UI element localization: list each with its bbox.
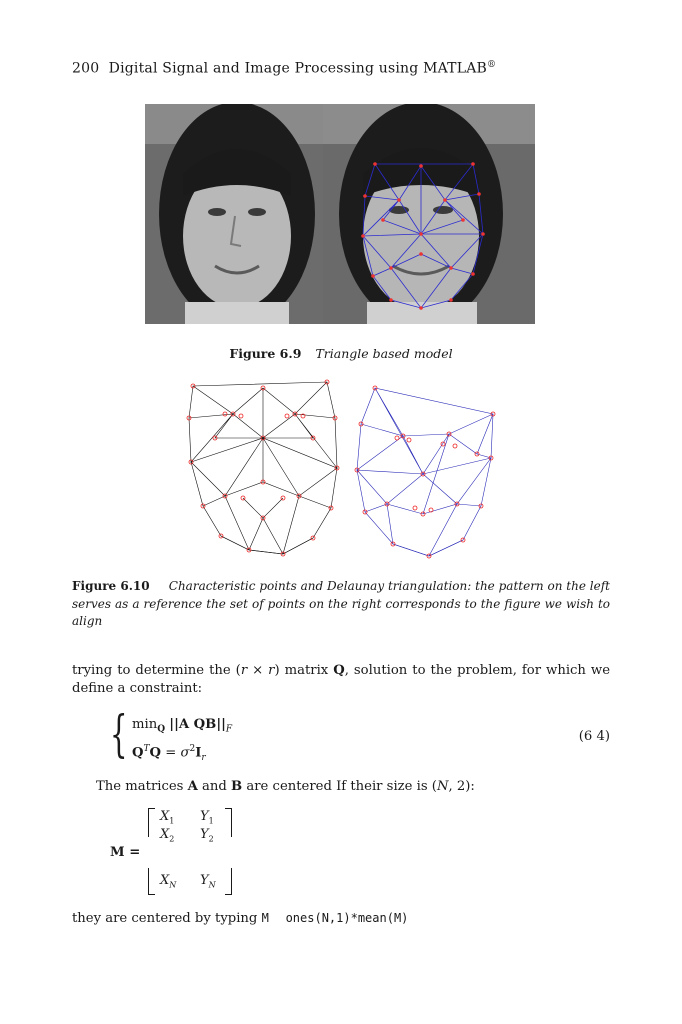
equation-number: (6 4) xyxy=(578,729,610,744)
paragraph-3 xyxy=(72,909,408,928)
eq-q2: Q xyxy=(149,745,162,761)
equation-6-4 xyxy=(110,705,610,766)
matrix-cell: $X_N$ xyxy=(160,873,177,890)
reference-mesh xyxy=(189,382,337,554)
left-face-photo xyxy=(145,104,323,324)
equation-line-1 xyxy=(132,716,232,739)
eq-transpose: T xyxy=(143,744,150,754)
p1-text: trying to determine the ( xyxy=(72,663,241,678)
eq-norm: ||A QB|| xyxy=(169,717,226,732)
p3-text: they are centered by typing xyxy=(72,911,262,926)
matrix-cell: $X_2$ xyxy=(160,827,175,844)
running-header xyxy=(72,60,496,77)
eq-identity-sub: r xyxy=(201,753,206,764)
delaunay-meshes xyxy=(185,378,505,562)
p1-var-r2: r xyxy=(268,663,275,678)
p2-text-2: are centered If their size is ( xyxy=(242,779,437,794)
matrix-cell: $Y_1$ xyxy=(200,809,214,826)
right-face-photo xyxy=(323,104,535,324)
p1-text-mid: ) matrix xyxy=(274,663,334,678)
figure-6-10-text: Characteristic points and Delaunay triangulation: the pattern on the left serves as a reference the set of points on the right corresponds to the figure we wish to align xyxy=(72,579,610,628)
figure-6-9-text: Triangle based model xyxy=(315,346,453,361)
p1-matrix-q: Q xyxy=(333,663,345,678)
book-title: Digital Signal and Image Processing using MATLAB xyxy=(108,60,487,77)
registered-mark: ® xyxy=(487,60,497,70)
p2-matrix-a: A xyxy=(187,779,198,794)
paragraph-1 xyxy=(72,662,610,698)
matrix-cell: $Y_2$ xyxy=(200,827,214,844)
p2-text-3: , 2): xyxy=(448,779,475,794)
left-brace: { xyxy=(110,705,128,763)
paragraph-2 xyxy=(96,778,475,796)
figure-6-9-caption xyxy=(0,346,682,361)
figure-6-10-label: Figure 6.10 xyxy=(72,579,150,593)
p3-code-expr: ones(N,1)*mean(M) xyxy=(285,911,409,925)
eq-q: Q xyxy=(132,745,144,761)
figure-6-9-label: Figure 6.9 xyxy=(229,346,302,361)
matrix-cell: $Y_N$ xyxy=(200,873,216,890)
bracket-left-top xyxy=(148,808,155,837)
eq-min: min xyxy=(132,717,158,732)
aligned-mesh xyxy=(357,388,493,556)
p1-text-after: , solution to the problem, for which we define a constraint: xyxy=(72,663,610,696)
matrix-cell: $X_1$ xyxy=(160,809,175,826)
eq-norm-sub: F xyxy=(225,724,233,735)
p3-code-m: M xyxy=(261,911,269,925)
matrix-body xyxy=(148,806,232,898)
p2-var-n: N xyxy=(436,779,449,794)
page-number: 200 xyxy=(72,60,100,77)
p2-matrix-b: B xyxy=(231,779,243,794)
equation-line-2 xyxy=(132,740,206,767)
p1-var-r: r xyxy=(240,663,248,678)
bracket-left-bottom xyxy=(148,868,155,895)
p2-text: The matrices xyxy=(96,779,188,794)
face-photo-pair xyxy=(145,104,535,324)
bracket-right-bottom xyxy=(225,868,232,895)
p1-times: × xyxy=(247,663,269,678)
eq-identity: I xyxy=(195,745,202,761)
eq-sigma: = σ xyxy=(161,745,190,761)
p2-and: and xyxy=(197,779,232,794)
aligned-points xyxy=(355,386,495,558)
bracket-right-top xyxy=(225,808,232,837)
matrix-label: M = xyxy=(110,845,141,860)
matrix-m-definition xyxy=(110,806,350,902)
eq-square: 2 xyxy=(189,744,196,754)
eq-min-sub: Q xyxy=(157,724,166,735)
figure-6-10-caption xyxy=(72,578,610,631)
